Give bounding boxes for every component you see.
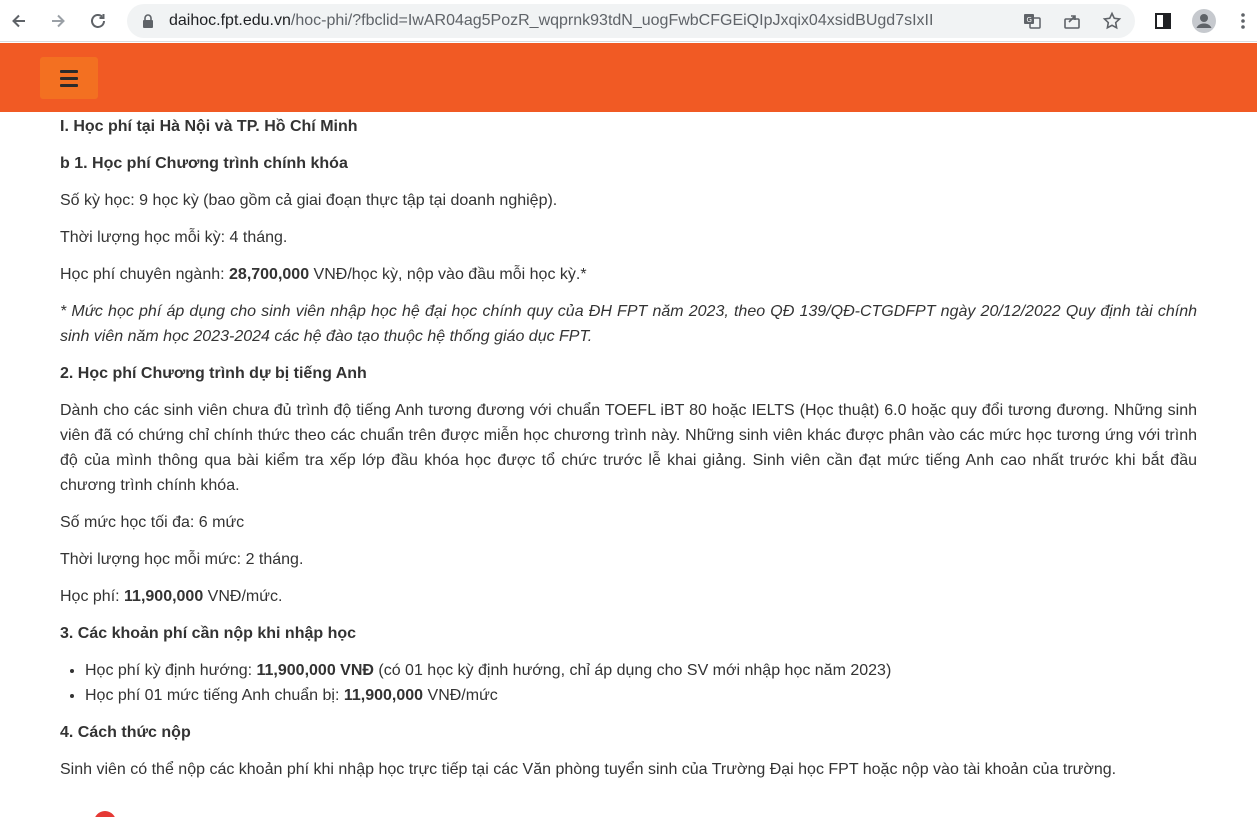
semester-duration-text: Thời lượng học mỗi kỳ: 4 tháng.: [60, 229, 288, 246]
enrollment-fee-list: [85, 658, 1197, 708]
site-header: [0, 43, 1257, 112]
english-prep-description: Dành cho các sinh viên chưa đủ trình độ tiếng Anh tương đương với chuẩn TOEFL iBT 80 hoặc IELTS (Học thuật) 6.0 hoặc quy đổi tương đương. Những sinh viên đã có chứng chỉ chính thức theo các chuẩn trên được miễn học chương trình này. Những sinh viên khác được phân vào các mức học tương ứng với trình độ của mình thông qua bài kiểm tra xếp lớp đầu khóa học được tổ chức trước lễ khai giảng. Sinh viên cần đạt mức tiếng Anh cao nhất trước khi bắt đầu chương trình chính khóa.: [60, 402, 1197, 494]
address-bar[interactable]: [127, 4, 1135, 38]
level-fee-amount: 11,900,000: [124, 588, 204, 605]
list-item: • Học phí kỳ định hướng: 11,900,000 VNĐ (có 01 học kỳ định hướng, chỉ áp dụng cho SV mới nhập học năm 2023): [85, 658, 1197, 683]
hamburger-menu-button[interactable]: [40, 57, 98, 99]
url-host: daihoc.fpt.edu.vn: [169, 12, 291, 29]
fee-note: * Mức học phí áp dụng cho sinh viên nhập học hệ đại học chính quy của ĐH FPT năm 2023, theo QĐ 139/QĐ-CTGDFPT ngày 20/12/2022 Quy định tài chính sinh viên năm học 2023-2024 các hệ đào tạo thuộc hệ thống giáo dục FPT.: [60, 303, 1197, 345]
back-icon[interactable]: [4, 6, 34, 36]
kebab-menu-icon[interactable]: [1228, 6, 1257, 36]
major-fee-text: Học phí chuyên ngành: 28,700,000 VNĐ/học kỳ, nộp vào đầu mỗi học kỳ.*: [60, 266, 587, 283]
major-fee-amount: 28,700,000: [229, 266, 310, 283]
side-panel-icon[interactable]: [1148, 6, 1178, 36]
hamburger-icon: [60, 70, 78, 73]
reload-icon[interactable]: [83, 6, 113, 36]
subheading-main-program: b 1. Học phí Chương trình chính khóa: [60, 155, 348, 172]
forward-icon[interactable]: [43, 6, 73, 36]
url-path: /hoc-phi/?fbclid=IwAR04ag5PozR_wqprnk93tdN_uogFwbCFGEiQIpJxqix04xsidBUgd7sIxII: [290, 12, 934, 29]
subheading-enrollment-fees: 3. Các khoản phí cần nộp khi nhập học: [60, 625, 357, 642]
max-levels-text: Số mức học tối đa: 6 mức: [60, 514, 245, 531]
url-text[interactable]: [169, 12, 1014, 30]
list-item: • Học phí 01 mức tiếng Anh chuẩn bị: 11,900,000 VNĐ/mức: [85, 683, 1197, 708]
bookmark-star-icon[interactable]: [1101, 10, 1123, 32]
level-duration-text: Thời lượng học mỗi mức: 2 tháng.: [60, 551, 304, 568]
lock-icon[interactable]: [140, 13, 156, 29]
browser-toolbar: [0, 0, 1257, 42]
subheading-payment-method: 4. Cách thức nộp: [60, 724, 191, 741]
floating-chat-icon[interactable]: [94, 811, 116, 817]
level-fee-text: Học phí: 11,900,000 VNĐ/mức.: [60, 588, 283, 605]
profile-avatar-icon[interactable]: [1189, 6, 1219, 36]
section-heading-tuition: I. Học phí tại Hà Nội và TP. Hồ Chí Minh: [60, 118, 358, 135]
translate-icon[interactable]: [1021, 10, 1043, 32]
share-icon[interactable]: [1061, 10, 1083, 32]
svg-text:G: G: [1026, 16, 1032, 24]
semesters-text: Số kỳ học: 9 học kỳ (bao gồm cả giai đoạn thực tập tại doanh nghiệp).: [60, 192, 558, 209]
article-content: [60, 114, 1197, 794]
subheading-english-prep: 2. Học phí Chương trình dự bị tiếng Anh: [60, 365, 367, 382]
payment-method-text: Sinh viên có thể nộp các khoản phí khi nhập học trực tiếp tại các Văn phòng tuyển sinh của Trường Đại học FPT hoặc nộp vào tài khoản của trường.: [60, 761, 1117, 778]
